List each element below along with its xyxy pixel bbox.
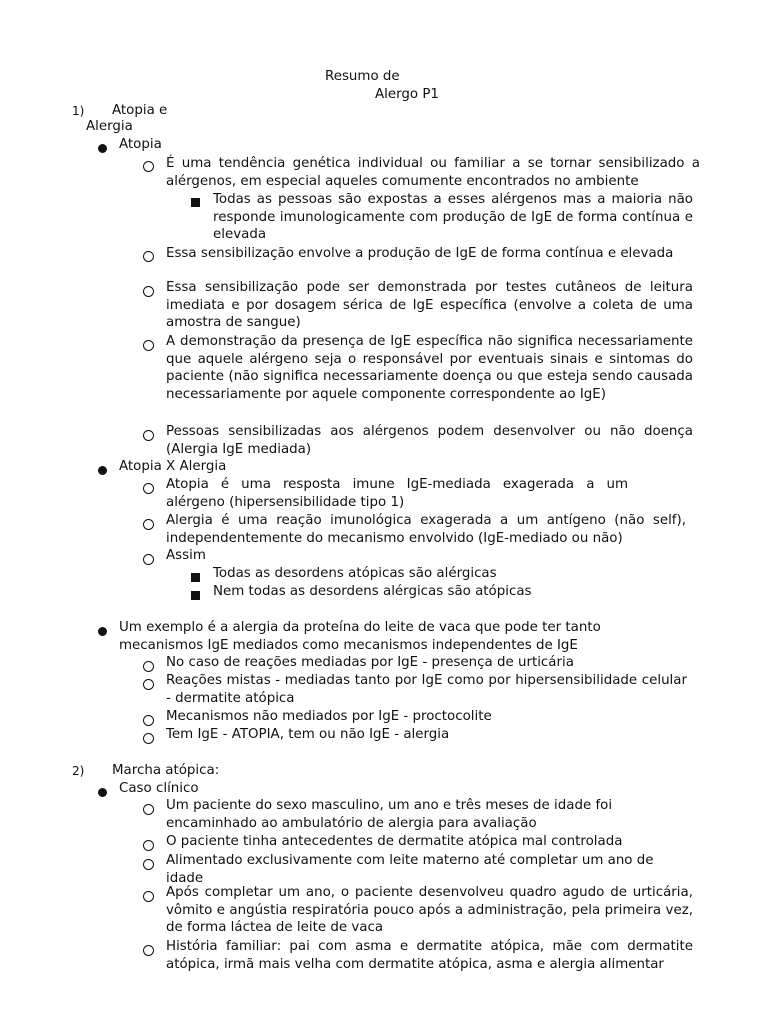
atopia-item-4: A demonstração da presença de IgE específica não significa necessariamente que aquele alérgeno seja o responsável por eventuais sinais e sintomas do paciente (não significa necessariamente doença ou que esteja sendo causada necessariamente por aquele componente correspondente ao IgE) bbox=[166, 334, 693, 402]
section-1-heading-line-2: Alergia bbox=[86, 119, 133, 134]
hollow-bullet-icon bbox=[143, 158, 154, 172]
square-bullet-icon bbox=[191, 587, 200, 600]
hollow-bullet-icon bbox=[143, 730, 154, 744]
hollow-bullet-icon bbox=[143, 337, 154, 351]
section-2-heading: Marcha atópica: bbox=[112, 763, 220, 778]
filled-bullet-icon bbox=[98, 784, 107, 797]
caso-item-5: História familiar: pai com asma e dermatite atópica, mãe com dermatite atópica, irmã mais velha com dermatite atópica, asma e alergia alimentar bbox=[166, 939, 693, 972]
exemplo-item-1: No caso de reações mediadas por IgE - presença de urticária bbox=[166, 655, 574, 670]
bullet-exemplo: Um exemplo é a alergia da proteína do leite de vaca que pode ter tanto mecanismos IgE mediados como mecanismos independentes de IgE bbox=[119, 620, 601, 653]
hollow-bullet-icon bbox=[143, 480, 154, 494]
axa-subitem-2: Nem todas as desordens alérgicas são atópicas bbox=[213, 584, 532, 599]
hollow-bullet-icon bbox=[143, 856, 154, 870]
exemplo-item-3: Mecanismos não mediados por IgE - proctocolite bbox=[166, 709, 492, 724]
exemplo-item-2: Reações mistas - mediadas tanto por IgE como por hipersensibilidade celular - dermatite atópica bbox=[166, 673, 687, 706]
hollow-bullet-icon bbox=[143, 551, 154, 565]
hollow-bullet-icon bbox=[143, 283, 154, 297]
atopia-subitem-1: Todas as pessoas são expostas a esses alérgenos mas a maioria não responde imunologicamente com produção de IgE de forma contínua e elevada bbox=[213, 192, 693, 243]
square-bullet-icon bbox=[191, 569, 200, 582]
axa-item-1: Atopia é uma resposta imune IgE-mediada exagerada a um alérgeno (hipersensibilidade tipo 1) bbox=[166, 477, 628, 510]
hollow-bullet-icon bbox=[143, 837, 154, 851]
hollow-bullet-icon bbox=[143, 888, 154, 902]
exemplo-item-4: Tem IgE - ATOPIA, tem ou não IgE - alergia bbox=[166, 727, 450, 742]
section-1-number: 1) bbox=[72, 104, 85, 118]
hollow-bullet-icon bbox=[143, 516, 154, 530]
caso-item-3: Alimentado exclusivamente com leite materno até completar um ano de idade bbox=[166, 853, 654, 886]
hollow-bullet-icon bbox=[143, 942, 154, 956]
caso-item-4: Após completar um ano, o paciente desenvolveu quadro agudo de urticária, vômito e angústia respiratória pouco após a administração, pela primeira vez, de forma láctea de leite de vaca bbox=[166, 885, 693, 936]
caso-item-1: Um paciente do sexo masculino, um ano e três meses de idade foi encaminhado ao ambulatório de alergia para avaliação bbox=[166, 798, 613, 831]
hollow-bullet-icon bbox=[143, 676, 154, 690]
bullet-atopia-x-alergia: Atopia X Alergia bbox=[119, 459, 227, 474]
axa-item-2: Alergia é uma reação imunológica exagerada a um antígeno (não self), independentemente do mecanismo envolvido (IgE-mediado ou não) bbox=[166, 513, 686, 546]
atopia-item-3: Essa sensibilização pode ser demonstrada por testes cutâneos de leitura imediata e por dosagem sérica de IgE específica (envolve a coleta de uma amostra de sangue) bbox=[166, 280, 693, 331]
bullet-atopia: Atopia bbox=[119, 137, 162, 152]
atopia-item-2: Essa sensibilização envolve a produção de IgE de forma contínua e elevada bbox=[166, 246, 674, 261]
hollow-bullet-icon bbox=[143, 427, 154, 441]
hollow-bullet-icon bbox=[143, 248, 154, 262]
filled-bullet-icon bbox=[98, 140, 107, 153]
hollow-bullet-icon bbox=[143, 658, 154, 672]
axa-subitem-1: Todas as desordens atópicas são alérgicas bbox=[213, 566, 497, 581]
filled-bullet-icon bbox=[98, 623, 107, 636]
hollow-bullet-icon bbox=[143, 801, 154, 815]
bullet-caso-clinico: Caso clínico bbox=[119, 781, 199, 796]
caso-item-2: O paciente tinha antecedentes de dermatite atópica mal controlada bbox=[166, 834, 623, 849]
filled-bullet-icon bbox=[98, 462, 107, 475]
atopia-item-1: É uma tendência genética individual ou familiar a se tornar sensibilizado a alérgenos, em especial aqueles comumente encontrados no ambiente bbox=[166, 156, 700, 189]
section-2-number: 2) bbox=[72, 764, 85, 778]
title-line-1: Resumo de bbox=[325, 69, 400, 84]
square-bullet-icon bbox=[191, 194, 200, 207]
atopia-item-5: Pessoas sensibilizadas aos alérgenos podem desenvolver ou não doença (Alergia IgE mediada) bbox=[166, 424, 693, 457]
hollow-bullet-icon bbox=[143, 712, 154, 726]
title-line-2: Alergo P1 bbox=[375, 87, 439, 102]
axa-item-3: Assim bbox=[166, 548, 206, 563]
section-1-heading-line-1: Atopia e bbox=[112, 103, 168, 118]
